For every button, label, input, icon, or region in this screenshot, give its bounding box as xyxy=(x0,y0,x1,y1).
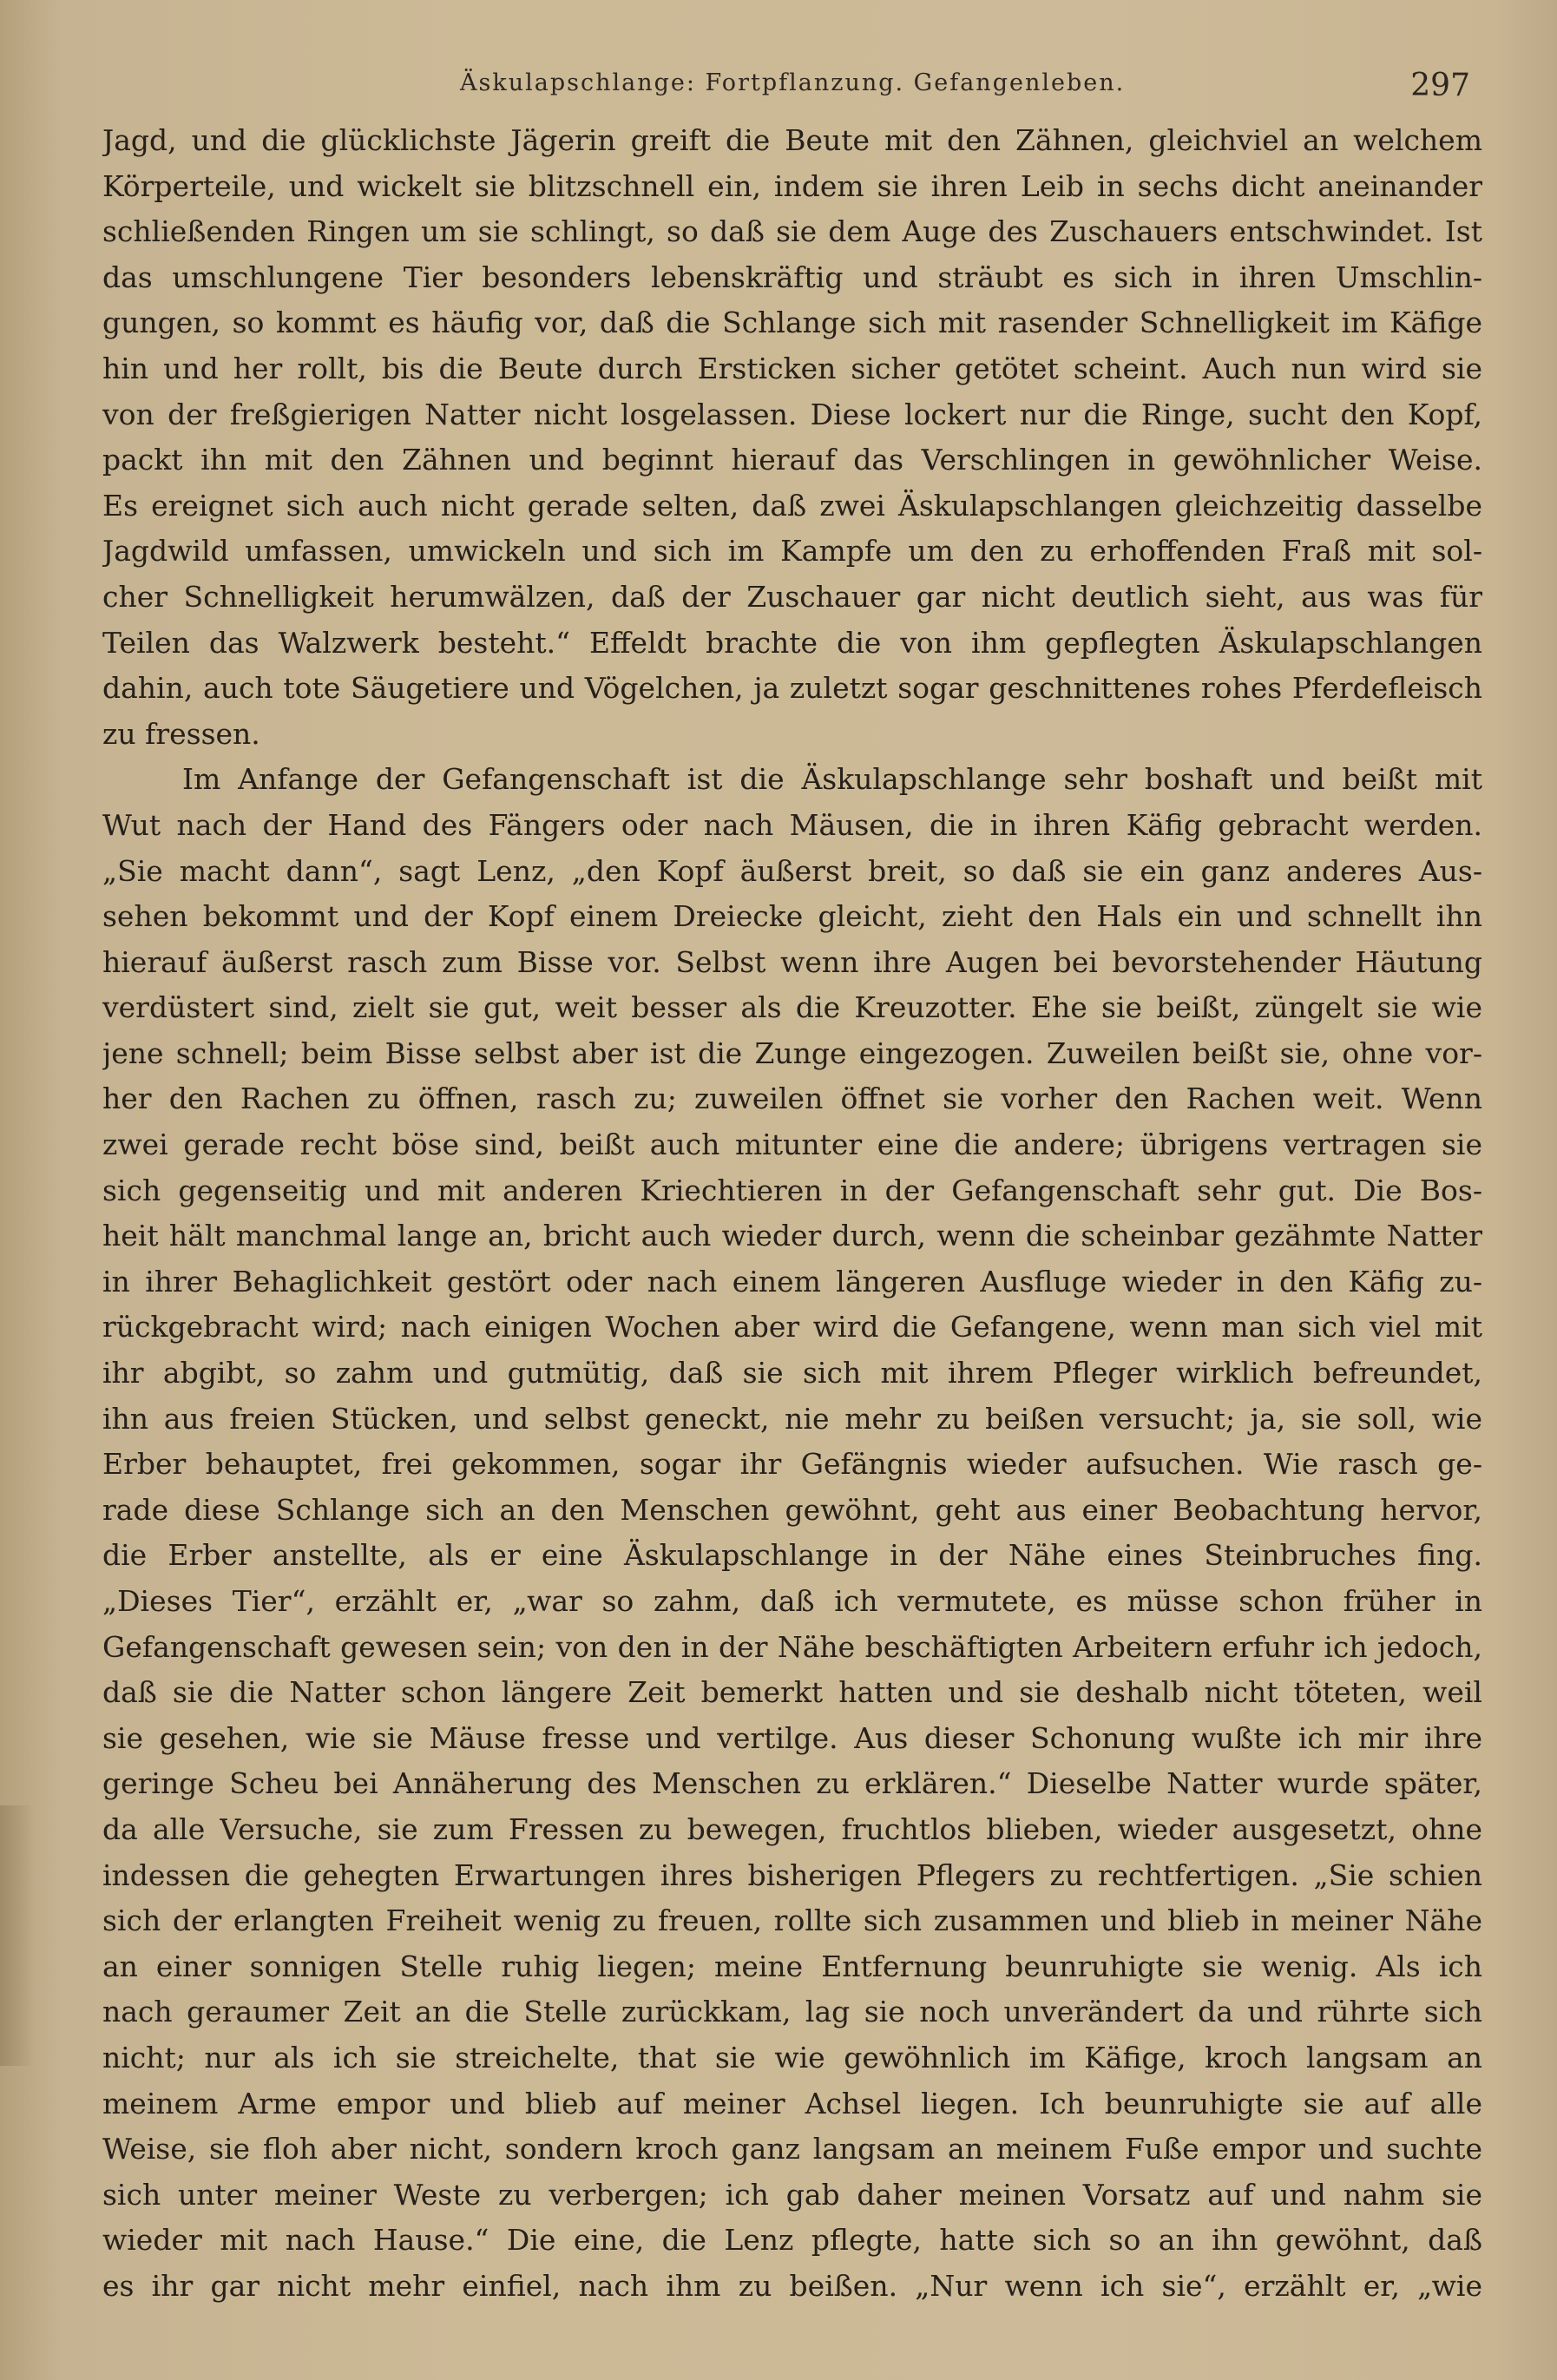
text-line: hierauf äußerst rasch zum Bisse vor. Selbst wenn ihre Augen bei bevorstehender Häutung xyxy=(102,944,1482,979)
text-line: Weise, sie floh aber nicht, sondern kroch ganz langsam an meinem Fuße empor und suchte xyxy=(102,2132,1482,2166)
text-line: die Erber anstellte, als er eine Äskulapschlange in der Nähe eines Steinbruches fing. xyxy=(102,1538,1482,1573)
page-header xyxy=(87,54,1470,106)
running-head: Äskulapschlange: Fortpflanzung. Gefangenleben. xyxy=(460,69,1126,96)
text-line: verdüstert sind, zielt sie gut, weit besser als die Kreuzotter. Ehe sie beißt, züngelt sie wie xyxy=(102,990,1482,1025)
text-line: Wut nach der Hand des Fängers oder nach Mäusen, die in ihren Käfig gebracht werden. xyxy=(102,807,1482,842)
text-line: „Dieses Tier“, erzählt er, „war so zahm, daß ich vermutete, es müsse schon früher in xyxy=(102,1584,1482,1618)
text-line: ihn aus freien Stücken, und selbst geneckt, nie mehr zu beißen versucht; ja, sie soll, wie xyxy=(102,1401,1482,1436)
text-line: zu fressen. xyxy=(102,716,260,751)
text-line: heit hält manchmal lange an, bricht auch wieder durch, wenn die scheinbar gezähmte Natter xyxy=(102,1219,1482,1253)
text-line: indessen die gehegten Erwartungen ihres bisherigen Pflegers zu rechtfertigen. „Sie schien xyxy=(102,1857,1482,1892)
paragraph-1 xyxy=(102,118,1482,757)
text-line: Es ereignet sich auch nicht gerade selten, daß zwei Äskulapschlangen gleichzeitig dasselbe xyxy=(102,488,1482,523)
page-edge-shadow xyxy=(0,1805,35,2066)
text-line: geringe Scheu bei Annäherung des Menschen zu erklären.“ Dieselbe Natter wurde später, xyxy=(102,1766,1482,1801)
text-line: daß sie die Natter schon längere Zeit bemerkt hatten und sie deshalb nicht töteten, weil xyxy=(102,1675,1482,1710)
body-text xyxy=(102,118,1482,2310)
text-line: „Sie macht dann“, sagt Lenz, „den Kopf äußerst breit, so daß sie ein ganz anderes Aus- xyxy=(102,853,1482,888)
paragraph-2 xyxy=(102,757,1482,2309)
text-line: dahin, auch tote Säugetiere und Vögelchen, ja zuletzt sogar geschnittenes rohes Pferdefleisch xyxy=(102,671,1482,706)
text-line: sich unter meiner Weste zu verbergen; ich gab daher meinen Vorsatz auf und nahm sie xyxy=(102,2177,1482,2212)
text-line: schließenden Ringen um sie schlingt, so daß sie dem Auge des Zuschauers entschwindet. Ist xyxy=(102,214,1482,249)
text-line: von der freßgierigen Natter nicht losgelassen. Diese lockert nur die Ringe, sucht den Kopf, xyxy=(102,397,1482,431)
text-line: es ihr gar nicht mehr einfiel, nach ihm zu beißen. „Nur wenn ich sie“, erzählt er, „wie xyxy=(102,2268,1482,2303)
text-line: Teilen das Walzwerk besteht.“ Effeldt brachte die von ihm gepflegten Äskulapschlangen xyxy=(102,625,1482,660)
text-line: jene schnell; beim Bisse selbst aber ist die Zunge eingezogen. Zuweilen beißt sie, ohne vor- xyxy=(102,1035,1482,1070)
text-line: Im Anfange der Gefangenschaft ist die Äskulapschlange sehr boshaft und beißt mit xyxy=(182,762,1482,797)
text-line: sich der erlangten Freiheit wenig zu freuen, rollte sich zusammen und blieb in meiner Nähe xyxy=(102,1903,1482,1938)
text-line: rückgebracht wird; nach einigen Wochen aber wird die Gefangene, wenn man sich viel mit xyxy=(102,1310,1482,1345)
text-line: Jagdwild umfassen, umwickeln und sich im Kampfe um den zu erhoffenden Fraß mit sol- xyxy=(102,534,1482,569)
text-line: meinem Arme empor und blieb auf meiner Achsel liegen. Ich beunruhigte sie auf alle xyxy=(102,2086,1482,2120)
text-line: in ihrer Behaglichkeit gestört oder nach einem längeren Ausfluge wieder in den Käfig zu- xyxy=(102,1264,1482,1298)
text-line: nicht; nur als ich sie streichelte, that sie wie gewöhnlich im Käfige, kroch langsam an xyxy=(102,2040,1482,2074)
text-line: wieder mit nach Hause.“ Die eine, die Lenz pflegte, hatte sich so an ihn gewöhnt, daß xyxy=(102,2223,1482,2258)
text-line: ihr abgibt, so zahm und gutmütig, daß sie sich mit ihrem Pfleger wirklich befreundet, xyxy=(102,1356,1482,1391)
text-line: das umschlungene Tier besonders lebenskräftig und sträubt es sich in ihren Umschlin- xyxy=(102,260,1482,294)
text-line: zwei gerade recht böse sind, beißt auch mitunter eine die andere; übrigens vertragen sie xyxy=(102,1128,1482,1162)
text-line: sich gegenseitig und mit anderen Kriechtieren in der Gefangenschaft sehr gut. Die Bos- xyxy=(102,1173,1482,1207)
text-line: her den Rachen zu öffnen, rasch zu; zuweilen öffnet sie vorher den Rachen weit. Wenn xyxy=(102,1082,1482,1116)
text-line: cher Schnelligkeit herumwälzen, daß der Zuschauer gar nicht deutlich sieht, aus was für xyxy=(102,579,1482,614)
text-line: da alle Versuche, sie zum Fressen zu bewegen, fruchtlos blieben, wieder ausgesetzt, ohne xyxy=(102,1811,1482,1846)
text-line: sehen bekommt und der Kopf einem Dreiecke gleicht, zieht den Hals ein und schnellt ihn xyxy=(102,899,1482,934)
text-line: Gefangenschaft gewesen sein; von den in der Nähe beschäftigten Arbeitern erfuhr ich jedoch, xyxy=(102,1629,1482,1664)
text-line: an einer sonnigen Stelle ruhig liegen; meine Entfernung beunruhigte sie wenig. Als ich xyxy=(102,1949,1482,1983)
text-line: Jagd, und die glücklichste Jägerin greift die Beute mit den Zähnen, gleichviel an welchem xyxy=(102,123,1482,157)
text-line: Erber behauptet, frei gekommen, sogar ihr Gefängnis wieder aufsuchen. Wie rasch ge- xyxy=(102,1447,1482,1482)
page-number: 297 xyxy=(1410,68,1470,103)
text-line: sie gesehen, wie sie Mäuse fresse und vertilge. Aus dieser Schonung wußte ich mir ihre xyxy=(102,1720,1482,1755)
text-line: hin und her rollt, bis die Beute durch Ersticken sicher getötet scheint. Auch nun wird sie xyxy=(102,351,1482,385)
text-line: packt ihn mit den Zähnen und beginnt hierauf das Verschlingen in gewöhnlicher Weise. xyxy=(102,443,1482,477)
text-line: nach geraumer Zeit an die Stelle zurückkam, lag sie noch unverändert da und rührte sich xyxy=(102,1995,1482,2029)
text-line: Körperteile, und wickelt sie blitzschnell ein, indem sie ihren Leib in sechs dicht aneinander xyxy=(102,168,1482,203)
text-line: rade diese Schlange sich an den Menschen gewöhnt, geht aus einer Beobachtung hervor, xyxy=(102,1492,1482,1527)
text-line: gungen, so kommt es häufig vor, daß die Schlange sich mit rasender Schnelligkeit im Käfige xyxy=(102,306,1482,340)
